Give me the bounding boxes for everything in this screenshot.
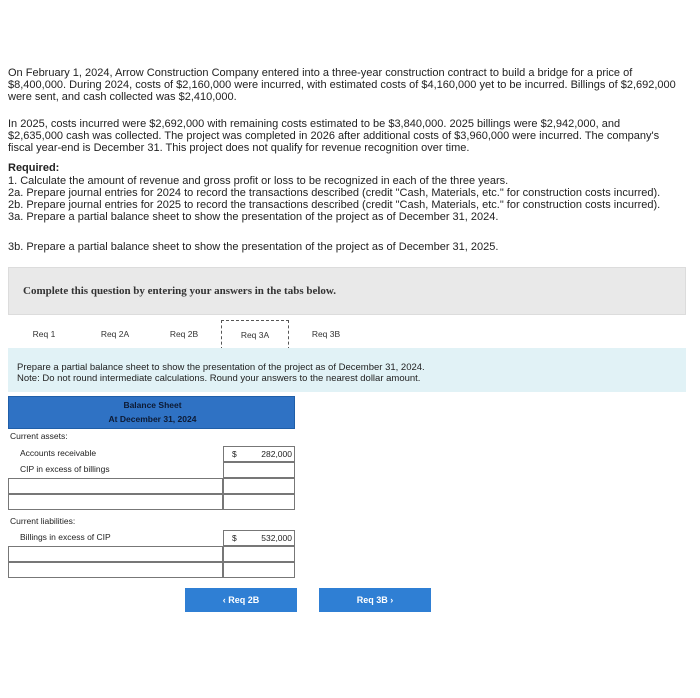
instructions-text: Complete this question by entering your answers in the tabs below. [23, 285, 337, 297]
accounts-receivable-label: Accounts receivable [20, 448, 97, 458]
requirement-3b: 3b. Prepare a partial balance sheet to show the presentation of the project as of December 31, 2025. [8, 241, 499, 253]
currency-symbol: $ [232, 449, 237, 459]
tab-req-1[interactable]: Req 1 [32, 329, 56, 339]
next-req-button[interactable] [319, 588, 431, 612]
panel-instruction: Prepare a partial balance sheet to show the presentation of the project as of December 31, 2024. [17, 362, 425, 373]
blank-amount-input[interactable] [223, 562, 295, 578]
accounts-receivable-input[interactable] [223, 446, 295, 462]
requirement-panel [8, 348, 686, 392]
tab-req-2a[interactable]: Req 2A [100, 329, 130, 339]
balance-sheet-header [8, 396, 295, 429]
prev-req-button[interactable] [185, 588, 297, 612]
balance-sheet-title: Balance Sheet [123, 400, 182, 410]
billings-excess-label: Billings in excess of CIP [20, 532, 111, 542]
requirement-tabs [8, 320, 686, 348]
chevron-left-icon: ‹ [222, 595, 226, 605]
problem-paragraph-2: In 2025, costs incurred were $2,692,000 with remaining costs estimated to be $3,840,000. 2025 billings were $2,942,000, and $2,635,000 cash was collected. The project was completed in 2026 after additional costs of $3,960,000 were incurred. The company's fiscal year-end is December 31. This project does not qualify for revenue recognition over time. [8, 118, 660, 154]
blank-amount-input[interactable] [223, 494, 295, 510]
tab-req-3b[interactable]: Req 3B [311, 329, 341, 339]
chevron-right-icon: › [390, 595, 394, 605]
problem-paragraph-1: On February 1, 2024, Arrow Construction Company entered into a three-year construction contract to build a bridge for a price of $8,400,000. During 2024, costs of $2,160,000 were incurred, with estimated costs of $4,160,000 yet to be incurred. Billings of $2,692,000 were sent, and cash collected was $2,410,000. [8, 67, 676, 103]
required-heading: Required: [8, 162, 60, 174]
requirement-1: 1. Calculate the amount of revenue and gross profit or loss to be recognized in each of the three years. [8, 175, 509, 187]
blank-label-input[interactable] [8, 562, 223, 578]
billings-excess-input[interactable] [223, 530, 295, 546]
current-liabilities-label: Current liabilities: [10, 516, 76, 526]
currency-symbol: $ [232, 533, 237, 543]
requirement-3a: 3a. Prepare a partial balance sheet to show the presentation of the project as of December 31, 2024. [8, 211, 499, 223]
billings-excess-value: 532,000 [261, 533, 292, 543]
balance-sheet-date: At December 31, 2024 [108, 414, 197, 424]
blank-amount-input[interactable] [223, 478, 295, 494]
next-req-label: Req 3B [356, 595, 388, 605]
blank-label-input[interactable] [8, 546, 223, 562]
cip-excess-label: CIP in excess of billings [20, 464, 110, 474]
requirement-2b: 2b. Prepare journal entries for 2025 to record the transactions described (credit "Cash, Materials, etc." for construction costs incurred). [8, 199, 661, 211]
cip-excess-input[interactable] [223, 462, 295, 478]
blank-label-input[interactable] [8, 494, 223, 510]
current-assets-label: Current assets: [10, 431, 68, 441]
requirement-2a: 2a. Prepare journal entries for 2024 to record the transactions described (credit "Cash, Materials, etc." for construction costs incurred). [8, 187, 661, 199]
instructions-box [8, 267, 686, 315]
blank-amount-input[interactable] [223, 546, 295, 562]
tab-req-3a[interactable]: Req 3A [221, 320, 289, 350]
prev-req-label: Req 2B [228, 595, 260, 605]
tab-req-2b[interactable]: Req 2B [169, 329, 199, 339]
accounts-receivable-value: 282,000 [261, 449, 292, 459]
panel-note: Note: Do not round intermediate calculations. Round your answers to the nearest dollar amount. [17, 373, 421, 384]
blank-label-input[interactable] [8, 478, 223, 494]
